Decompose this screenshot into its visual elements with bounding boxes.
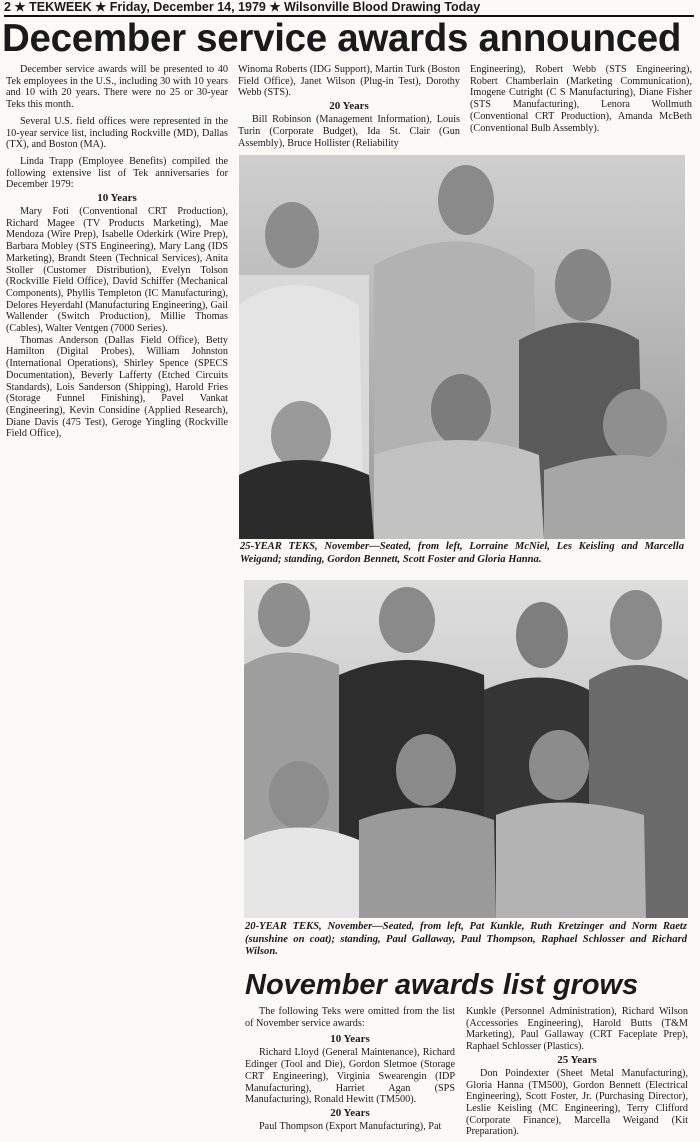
photo-25-year-teks (239, 155, 685, 539)
photo-20-year-teks-caption: 20-YEAR TEKS, November—Seated, from left, Pat Kunkle, Ruth Kretzinger and Norm Raetz (sunshine on coat); standing, Paul Gallaway, Paul Thompson, Raphael Schlosser and Richard Wilson. (245, 921, 687, 957)
article2-column-2 (466, 1006, 688, 1138)
article2-list-20-years-b: Kunkle (Personnel Administration), Richard Wilson (Accessories Engineering), Harold Butts (T&M Marketing), Paul Gallaway (CRT Faceplate Prep), Raphael Schlosser (Plastics). (466, 1006, 688, 1053)
article2-subhead-25-years: 25 Years (557, 1053, 597, 1066)
article1-column-3 (470, 64, 692, 134)
article1-intro: December service awards will be presented to 40 Tek employees in the U.S., including 30 with 10 years and 10 with 20 years. There were no 25 or 30-year Teks this month. (6, 64, 228, 111)
article1-list-20-years-a: Bill Robinson (Management Information), Louis Turin (Corporate Budget), Ida St. Clair (Gun Assembly), Bruce Hollister (Reliability (238, 114, 460, 149)
article1-list-10-years-b: Thomas Anderson (Dallas Field Office), Betty Hamilton (Digital Probes), William Johnston (International Operations), Shirley Spence (SPECS Documentation), Beverly Lafferty (Etched Circuits Standards), Lois Sanderson (Shipping), Harold Fries (Storage Funnel Finishing), Pavel Vankat (Engineering), Kevin Considine (Applied Research), Diane Davis (475 Test), Geroge Yingling (Rockville Field Office), (6, 334, 228, 440)
masthead: 2 ★ TEKWEEK ★ Friday, December 14, 1979 ★ Wilsonville Blood Drawing Today (4, 0, 694, 17)
article2-intro: The following Teks were omitted from the list of November service awards: (245, 1006, 455, 1029)
article1-list-10-years-a: Mary Foti (Conventional CRT Production), Richard Magee (TV Products Marketing), Mae Mendoza (Wire Prep), Isabelle Oderkirk (Wire Prep), Barbara Mobley (STS Engineering), Mary Lang (IDS Marketing), Brandt Steen (Technical Services), Anita Stoller (Customer Distribution), Evelyn Tolson (Rockville Field Office), David Schiffer (Mechanical Components), Phyllis Templeton (IC Manufacturing), Delores Heyerdahl (Manufacturing Engineering), Gail Wallender (Switch Production), Millie Thomas (Cables), Walter Ventgen (7000 Series). (6, 206, 228, 335)
article2-list-10-years: Richard Lloyd (General Maintenance), Richard Edinger (Tool and Die), Gordon Sletmoe (Storage CRT Engineering), Virginia Swearengin (IDP Manufacturing), Harriet Agan (SPS Manufacturing), Ronald Hewitt (TM500). (245, 1047, 455, 1106)
article1-column-2 (238, 64, 460, 149)
article2-column-1 (245, 1006, 455, 1133)
article1-para3: Linda Trapp (Employee Benefits) compiled the following extensive list of Tek anniversaries for December 1979: (6, 155, 228, 191)
article2-subhead-10-years: 10 Years (330, 1033, 370, 1046)
article1-subhead-10-years: 10 Years (97, 192, 137, 205)
headline-november-awards: November awards list grows (245, 969, 639, 1001)
photo-20-year-teks (244, 580, 688, 918)
article1-list-20-years-b: Engineering), Robert Webb (STS Engineering), Robert Chamberlain (Marketing Communication), Imogene Cutright (C S Manufacturing), Diane Fisher (STS Manufacturing), Lenora Wollmuth (Conventional CRT Production), Amanda McBeth (Conventional Bulb Assembly). (470, 64, 692, 134)
article1-subhead-20-years: 20 Years (329, 100, 369, 113)
article2-list-25-years: Don Poindexter (Sheet Metal Manufacturing), Gloria Hanna (TM500), Gordon Bennett (Electrical Engineering), Scott Foster, Jr. (Purchasing Director), Leslie Keisling (MC Engineering), Terry Clifford (Corporate Finance), Marcella Weigand (Kit Preparation). (466, 1067, 688, 1138)
article1-list-10-years-c: Winoma Roberts (IDG Support), Martin Turk (Boston Field Office), Janet Wilson (Plug-in Test), Dorothy Webb (STS). (238, 64, 460, 99)
article1-column-1 (6, 64, 228, 440)
article2-list-20-years-a: Paul Thompson (Export Manufacturing), Pat (259, 1120, 442, 1132)
headline-december-awards: December service awards announced (2, 17, 682, 60)
article1-para2: Several U.S. field offices were represented in the 10-year service list, including Rockville (MD), Dallas (TX), and Boston (MA). (6, 115, 228, 151)
photo-25-year-teks-caption: 25-YEAR TEKS, November—Seated, from left, Lorraine McNiel, Les Keisling and Marcella Weigand; standing, Gordon Bennett, Scott Foster and Gloria Hanna. (240, 541, 684, 565)
article2-subhead-20-years: 20 Years (330, 1106, 370, 1119)
